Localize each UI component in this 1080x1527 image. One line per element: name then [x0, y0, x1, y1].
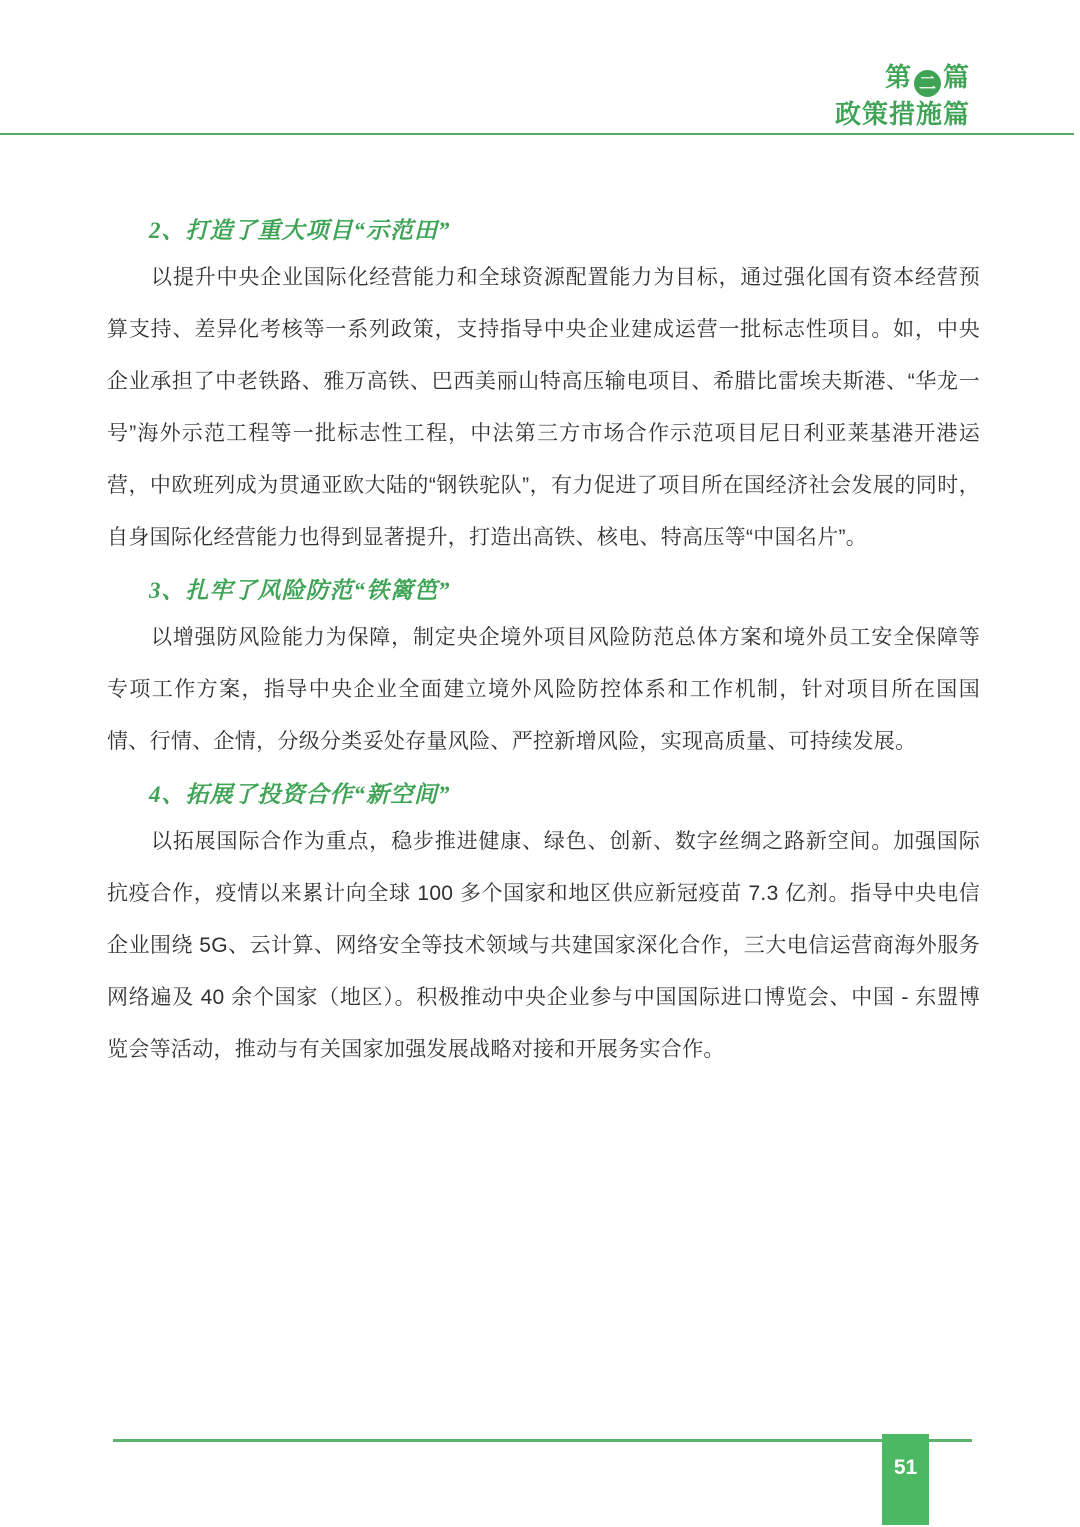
part-prefix: 第: [884, 62, 912, 92]
part-number-circle-icon: [914, 70, 941, 97]
part-suffix: 篇: [942, 62, 970, 92]
chapter-subtitle: 政策措施篇: [834, 99, 970, 129]
page-number: 51: [893, 1456, 918, 1479]
header-rule: [0, 133, 1074, 135]
section-heading-4: 4、拓展了投资合作“新空间”: [149, 782, 451, 807]
page-header: [835, 62, 970, 129]
part-title: [835, 62, 970, 97]
page-content: [107, 204, 980, 1076]
part-number: 二: [918, 74, 936, 93]
section-3-paragraph: 以增强防风险能力为保障，制定央企境外项目风险防范总体方案和境外员工安全保障等专项工作方案，指导中央企业全面建立境外风险防控体系和工作机制，针对项目所在国国情、行情、企情，分级分类妥处存量风险、严控新增风险，实现高质量、可持续发展。: [107, 626, 980, 753]
footer-rule: [113, 1439, 972, 1442]
section-heading-3: 3、扎牢了风险防范“铁篱笆”: [149, 578, 451, 603]
section-heading-2: 2、打造了重大项目“示范田”: [149, 218, 451, 243]
section-2-paragraph: 以提升中央企业国际化经营能力和全球资源配置能力为目标，通过强化国有资本经营预算支持、差异化考核等一系列政策，支持指导中央企业建成运营一批标志性项目。如，中央企业承担了中老铁路、雅万高铁、巴西美丽山特高压输电项目、希腊比雷埃夫斯港、“华龙一号”海外示范工程等一批标志性工程，中法第三方市场合作示范项目尼日利亚莱基港开港运营，中欧班列成为贯通亚欧大陆的“钢铁驼队”，有力促进了项目所在国经济社会发展的同时，自身国际化经营能力也得到显著提升，打造出高铁、核电、特高压等“中国名片”。: [107, 266, 980, 549]
page-number-tab: [882, 1434, 929, 1525]
section-4-paragraph: 以拓展国际合作为重点，稳步推进健康、绿色、创新、数字丝绸之路新空间。加强国际抗疫合作，疫情以来累计向全球 100 多个国家和地区供应新冠疫苗 7.3 亿剂。指导中央电信企业围绕 5G、云计算、网络安全等技术领域与共建国家深化合作，三大电信运营商海外服务网络遍及 40 余个国家（地区）。积极推动中央企业参与中国国际进口博览会、中国 - 东盟博览会等活动，推动与有关国家加强发展战略对接和开展务实合作。: [107, 830, 980, 1061]
